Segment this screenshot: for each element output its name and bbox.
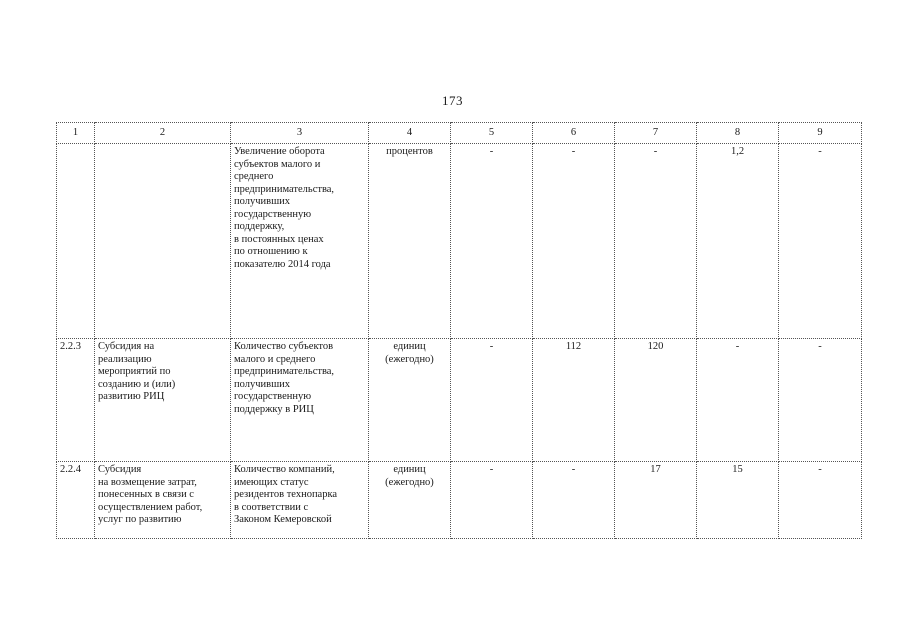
cell-indicator-name: Количество компаний, имеющих статус резидентов технопарка в соответствии с Законом Кемеровской (231, 462, 369, 539)
cell-value-9: - (779, 339, 862, 462)
column-header-3: 3 (231, 123, 369, 144)
cell-value-5: - (451, 339, 533, 462)
cell-measure-name (95, 144, 231, 339)
cell-value-9: - (779, 144, 862, 339)
cell-value-6: - (533, 462, 615, 539)
cell-unit: единиц (ежегодно) (369, 462, 451, 539)
cell-value-5: - (451, 144, 533, 339)
cell-unit: единиц (ежегодно) (369, 339, 451, 462)
cell-value-7: 120 (615, 339, 697, 462)
column-header-7: 7 (615, 123, 697, 144)
cell-indicator-name: Увеличение оборота субъектов малого и среднего предпринимательства, получивших государственную поддержку, в постоянных ценах по отношению к показателю 2014 года (231, 144, 369, 339)
cell-item-number: 2.2.4 (57, 462, 95, 539)
cell-value-7: - (615, 144, 697, 339)
cell-unit: процентов (369, 144, 451, 339)
column-header-2: 2 (95, 123, 231, 144)
table-header-row (57, 123, 862, 144)
column-header-1: 1 (57, 123, 95, 144)
page-number: 173 (442, 93, 463, 108)
cell-indicator-name: Количество субъектов малого и среднего предпринимательства, получивших государственную поддержку в РИЦ (231, 339, 369, 462)
cell-value-8: - (697, 339, 779, 462)
cell-value-8: 1,2 (697, 144, 779, 339)
column-header-4: 4 (369, 123, 451, 144)
column-header-5: 5 (451, 123, 533, 144)
cell-value-8: 15 (697, 462, 779, 539)
cell-item-number (57, 144, 95, 339)
cell-value-6: - (533, 144, 615, 339)
cell-value-7: 17 (615, 462, 697, 539)
cell-value-6: 112 (533, 339, 615, 462)
table-row (57, 462, 862, 539)
column-header-6: 6 (533, 123, 615, 144)
table-row (57, 144, 862, 339)
cell-measure-name: Субсидия на возмещение затрат, понесенных в связи с осуществлением работ, услуг по развитию (95, 462, 231, 539)
column-header-8: 8 (697, 123, 779, 144)
indicators-table (56, 122, 862, 539)
cell-item-number: 2.2.3 (57, 339, 95, 462)
cell-measure-name: Субсидия на реализацию мероприятий по созданию и (или) развитию РИЦ (95, 339, 231, 462)
cell-value-9: - (779, 462, 862, 539)
column-header-9: 9 (779, 123, 862, 144)
cell-value-5: - (451, 462, 533, 539)
table-row (57, 339, 862, 462)
